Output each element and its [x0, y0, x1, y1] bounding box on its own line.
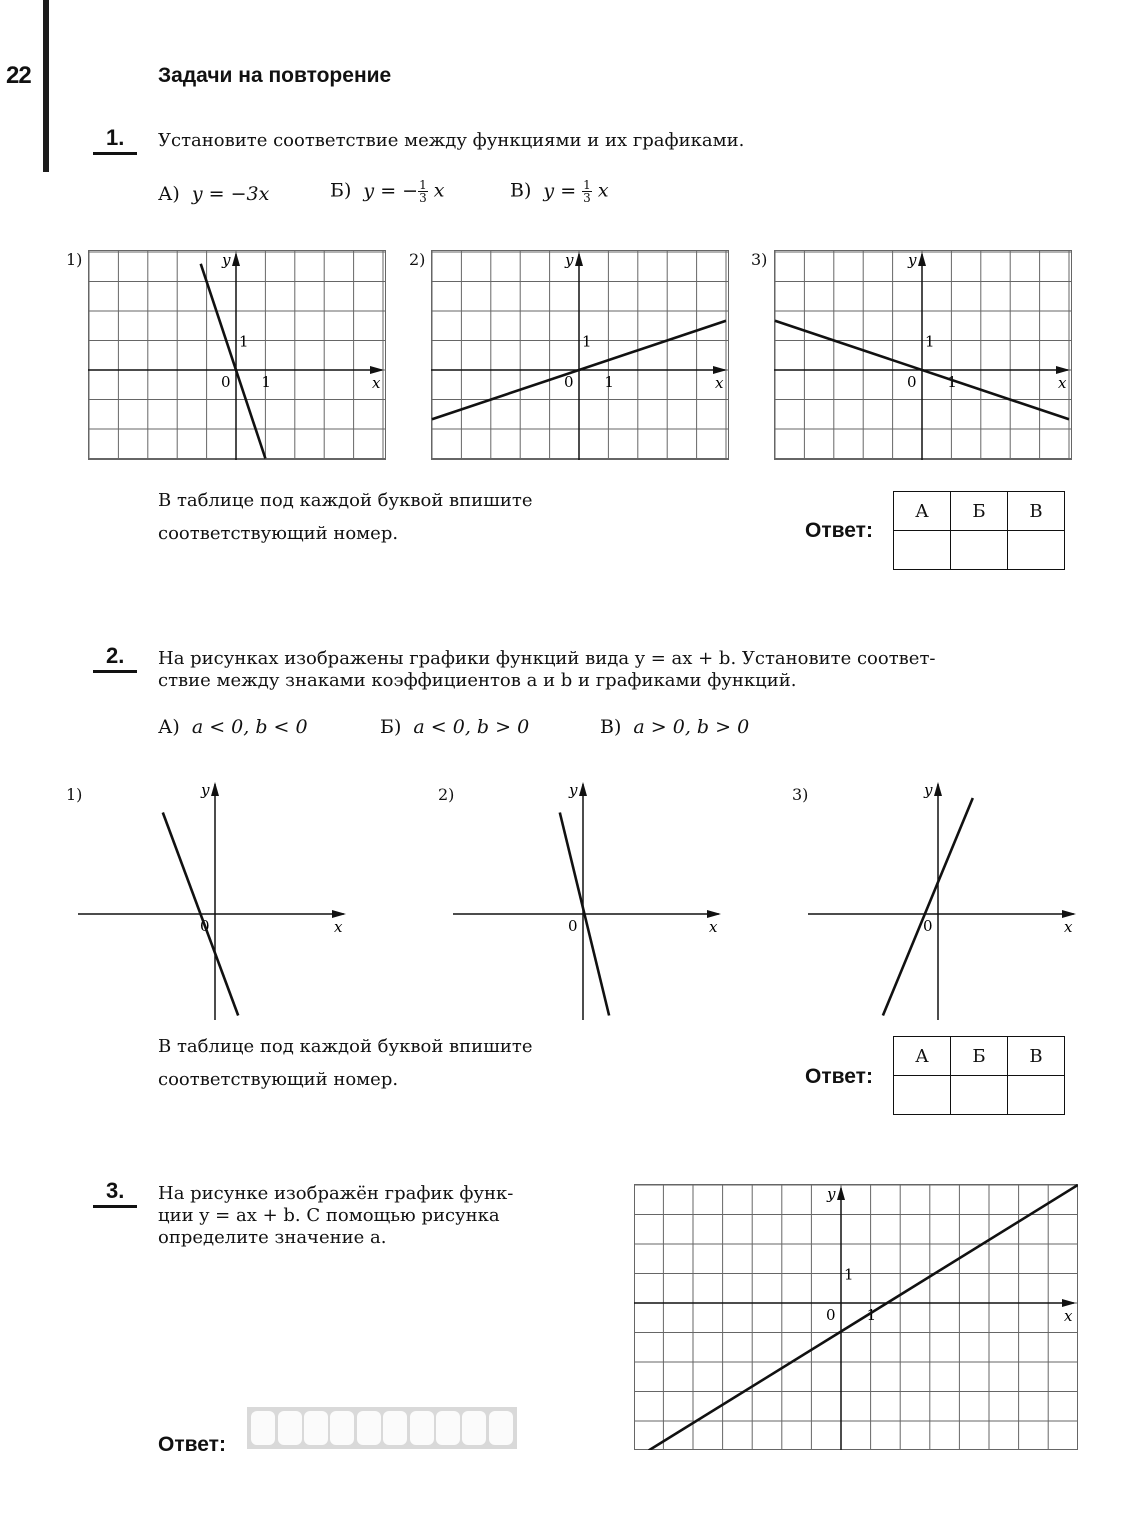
x-unit-label: 1	[866, 1306, 877, 1324]
answer-cell[interactable]	[436, 1411, 460, 1445]
task1-table-header-a: А	[894, 492, 951, 531]
task2-graph2-label: 2)	[438, 785, 455, 804]
y-unit-label: 1	[582, 332, 592, 351]
x-axis-label: x	[1064, 918, 1073, 936]
answer-cell[interactable]	[410, 1411, 434, 1445]
y-axis-arrow	[575, 252, 583, 266]
task1-option-v-prefix: y =	[543, 179, 583, 202]
fraction-numerator: 1	[583, 178, 591, 192]
task3-number: 3.	[106, 1178, 125, 1203]
origin-label: 0	[907, 373, 917, 391]
task1-instruction-line1: В таблице под каждой буквой впишите	[158, 490, 533, 511]
y-axis-arrow	[579, 782, 587, 796]
x-axis-arrow	[713, 366, 727, 374]
y-unit-label: 1	[844, 1265, 854, 1284]
task1-answer-cell-b[interactable]	[951, 531, 1008, 570]
function-line	[649, 1185, 1078, 1450]
side-bar	[43, 0, 49, 172]
task2-instruction-line2: соответствующий номер.	[158, 1069, 399, 1090]
fraction-denominator: 3	[583, 191, 591, 205]
section-title: Задачи на повторение	[158, 64, 392, 87]
task2-option-b-letter: Б)	[380, 716, 402, 738]
answer-cell[interactable]	[383, 1411, 407, 1445]
task2-text	[158, 648, 936, 692]
grid-border	[635, 1185, 1078, 1450]
task2-option-v	[600, 716, 749, 738]
x-axis-label: x	[372, 374, 381, 392]
x-axis-label: x	[1058, 374, 1067, 392]
task2-number: 2.	[106, 643, 125, 668]
y-axis-label: y	[222, 251, 231, 269]
x-axis-arrow	[1062, 1299, 1076, 1307]
task1-text: Установите соответствие между функциями и их графиками.	[158, 130, 745, 151]
answer-cell[interactable]	[304, 1411, 328, 1445]
y-axis-arrow	[211, 782, 219, 796]
task2-answer-cell-b[interactable]	[951, 1076, 1008, 1115]
origin-label: 0	[221, 373, 231, 391]
task3-text-line1: На рисунке изображён график функ-	[158, 1183, 514, 1204]
page-number: 22	[6, 62, 31, 89]
task1-instruction	[158, 484, 533, 550]
y-unit-label: 1	[239, 332, 249, 351]
answer-cell[interactable]	[330, 1411, 354, 1445]
task1-number: 1.	[106, 125, 125, 150]
origin-label: 0	[568, 917, 578, 935]
task1-option-v	[510, 179, 609, 204]
task2-instruction-line1: В таблице под каждой буквой впишите	[158, 1036, 533, 1057]
x-axis-arrow	[1056, 366, 1070, 374]
x-axis-arrow	[707, 910, 721, 918]
task1-instruction-line2: соответствующий номер.	[158, 523, 399, 544]
task2-graph3-label: 3)	[792, 785, 809, 804]
task1-answer-label: Ответ:	[805, 519, 873, 542]
task1-option-b-suffix: x	[433, 179, 445, 202]
task3-text-line2: ции y = ax + b. С помощью рисунка	[158, 1205, 500, 1226]
task1-option-a-letter: А)	[158, 183, 180, 205]
task3-text-line3: определите значение a.	[158, 1227, 387, 1248]
answer-cell[interactable]	[251, 1411, 275, 1445]
task3-answer-cells[interactable]	[247, 1407, 517, 1449]
x-axis-label: x	[1064, 1307, 1073, 1325]
answer-cell[interactable]	[357, 1411, 381, 1445]
task1-graph-2	[431, 250, 729, 460]
task1-option-v-fraction	[582, 179, 592, 204]
task1-graph1-label: 1)	[66, 250, 83, 269]
task2-option-v-condition: a > 0, b > 0	[633, 716, 750, 738]
y-axis-label: y	[569, 781, 578, 799]
task1-answer-cell-v[interactable]	[1008, 531, 1065, 570]
task3-answer-label: Ответ:	[158, 1433, 226, 1456]
task1-option-b-fraction	[418, 179, 428, 204]
task1-option-a	[158, 183, 269, 205]
answer-cell[interactable]	[278, 1411, 302, 1445]
task2-option-a-letter: А)	[158, 716, 180, 738]
origin-label: 0	[923, 917, 933, 935]
task3-graph	[634, 1184, 1078, 1450]
y-axis-arrow	[232, 252, 240, 266]
task2-option-a	[158, 716, 308, 738]
task2-option-b-condition: a < 0, b > 0	[413, 716, 530, 738]
task2-option-a-condition: a < 0, b < 0	[191, 716, 308, 738]
origin-label: 0	[826, 1306, 836, 1324]
task1-option-v-letter: В)	[510, 179, 532, 202]
y-unit-label: 1	[925, 332, 935, 351]
x-axis-arrow	[332, 910, 346, 918]
task1-answer-cell-a[interactable]	[894, 531, 951, 570]
origin-label: 0	[200, 917, 210, 935]
y-axis-label: y	[201, 781, 210, 799]
task2-graph1-label: 1)	[66, 785, 83, 804]
task2-answer-cell-a[interactable]	[894, 1076, 951, 1115]
task2-option-b	[380, 716, 529, 738]
task2-underline	[93, 670, 137, 673]
task1-graph3-label: 3)	[751, 250, 768, 269]
origin-label: 0	[564, 373, 574, 391]
x-axis-arrow	[1062, 910, 1076, 918]
task1-answer-table	[893, 491, 1065, 570]
task2-answer-table	[893, 1036, 1065, 1115]
y-axis-arrow	[837, 1186, 845, 1200]
y-axis-label: y	[827, 1185, 836, 1203]
task1-graph-1	[88, 250, 386, 460]
task1-underline	[93, 152, 137, 155]
task2-graph-3	[808, 780, 1078, 1020]
answer-cell[interactable]	[462, 1411, 486, 1445]
answer-cell[interactable]	[489, 1411, 513, 1445]
x-unit-label: 1	[947, 373, 957, 391]
task2-table-header-a: А	[894, 1037, 951, 1076]
task2-table-header-v: В	[1008, 1037, 1065, 1076]
x-axis-label: x	[334, 918, 343, 936]
fraction-numerator: 1	[419, 178, 427, 192]
x-axis-label: x	[715, 374, 724, 392]
task2-answer-cell-v[interactable]	[1008, 1076, 1065, 1115]
task2-answer-label: Ответ:	[805, 1065, 873, 1088]
task1-option-b	[330, 179, 444, 204]
x-axis-label: x	[709, 918, 718, 936]
x-axis-arrow	[370, 366, 384, 374]
task2-graph-2	[453, 780, 723, 1020]
y-axis-label: y	[908, 251, 917, 269]
task2-text-line2: ствие между знаками коэффициентов a и b и графиками функций.	[158, 670, 797, 691]
task1-option-v-suffix: x	[597, 179, 609, 202]
y-axis-label: y	[565, 251, 574, 269]
task2-option-v-letter: В)	[600, 716, 622, 738]
task2-graph-1	[78, 780, 348, 1020]
y-axis-arrow	[934, 782, 942, 796]
task2-text-line1: На рисунках изображены графики функций вида y = ax + b. Установите соответ-	[158, 648, 936, 669]
task1-table-header-v: В	[1008, 492, 1065, 531]
function-line	[883, 798, 973, 1016]
task1-option-b-letter: Б)	[330, 179, 352, 202]
task1-option-b-prefix: y = −	[363, 179, 419, 202]
task1-graph2-label: 2)	[409, 250, 426, 269]
task1-table-header-b: Б	[951, 492, 1008, 531]
fraction-denominator: 3	[419, 191, 427, 205]
task2-instruction	[158, 1030, 533, 1096]
y-axis-label: y	[924, 781, 933, 799]
task1-option-a-formula: y = −3x	[191, 183, 270, 205]
task1-graph-3	[774, 250, 1072, 460]
task3-underline	[93, 1205, 137, 1208]
task3-text	[158, 1183, 513, 1249]
x-unit-label: 1	[261, 373, 271, 391]
y-axis-arrow	[918, 252, 926, 266]
x-unit-label: 1	[604, 373, 614, 391]
task2-table-header-b: Б	[951, 1037, 1008, 1076]
